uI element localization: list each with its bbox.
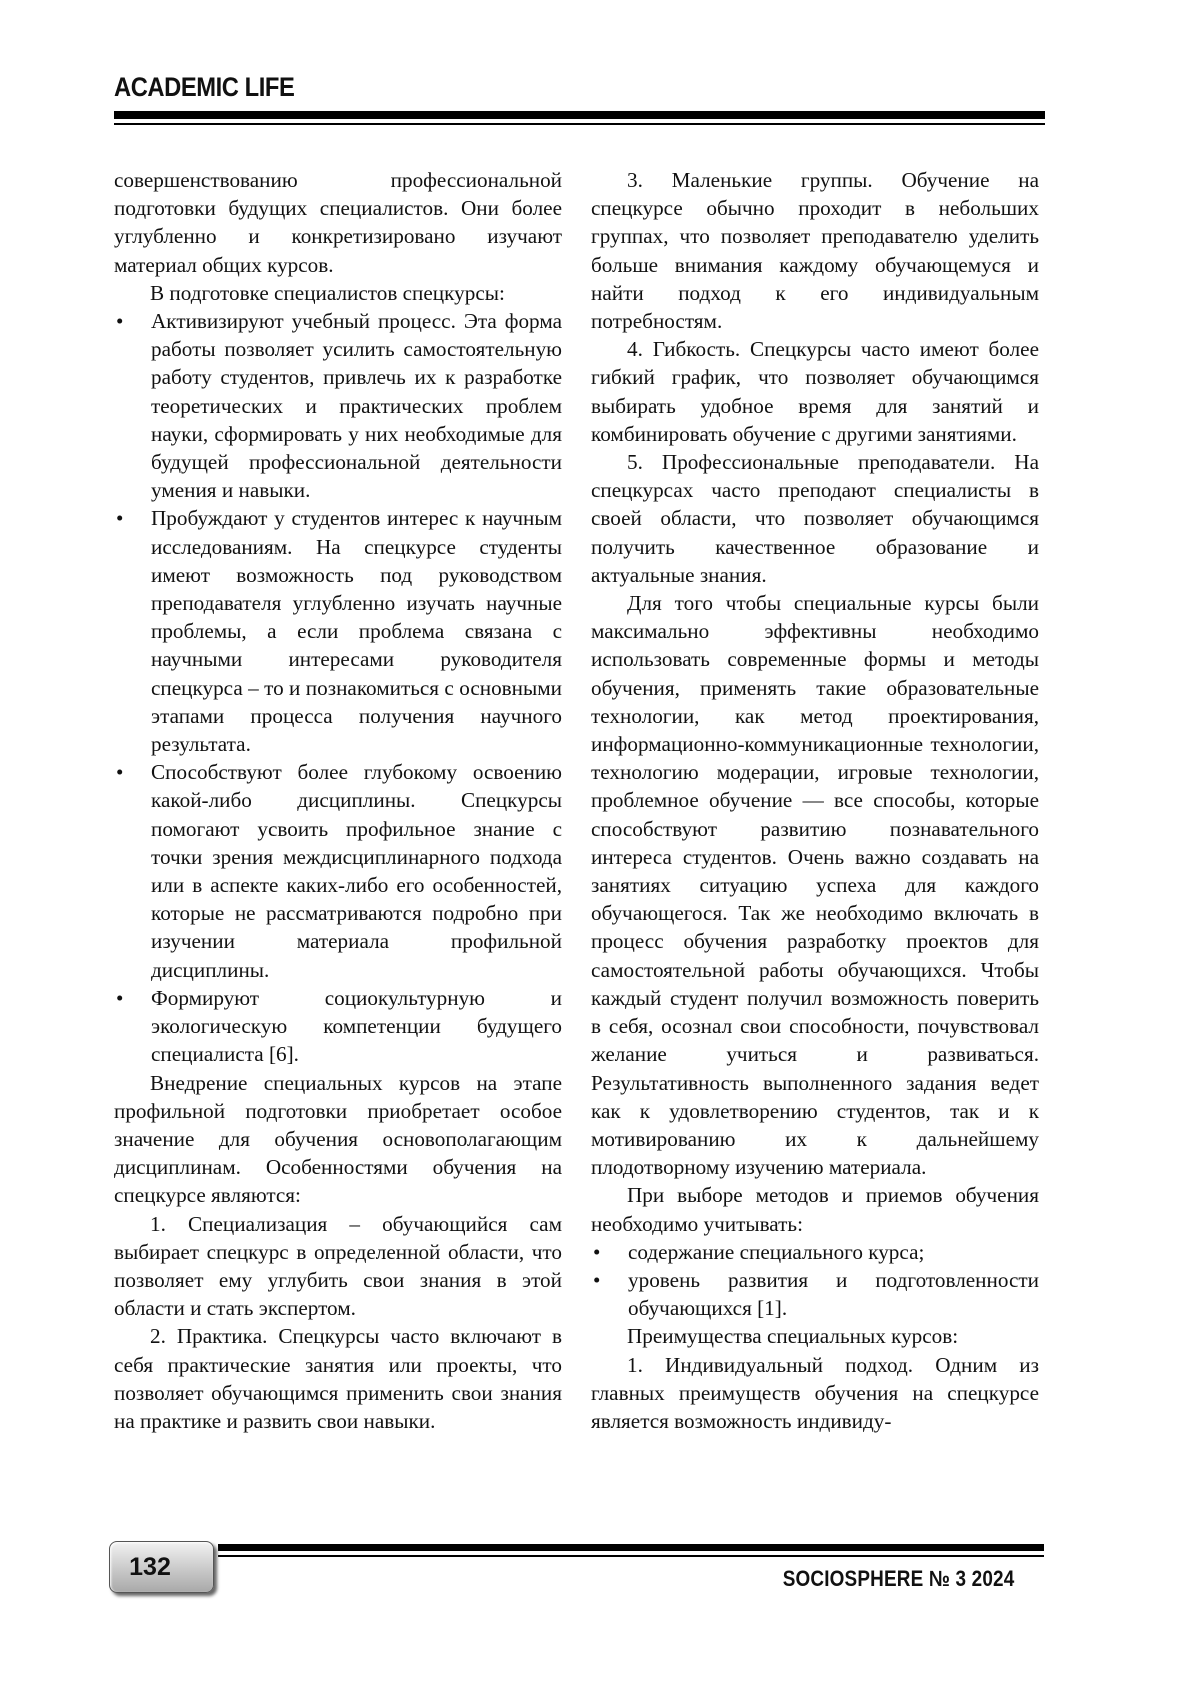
paragraph: 1. Специализация – обучающийся сам выбирает спецкурс в определенной области, что позволяет ему углубить свои знания в этой области и стать экспертом.: [114, 1211, 562, 1321]
paragraph: Внедрение специальных курсов на этапе профильной подготовки приобретает особое значение для обучения основополагающим дисциплинам. Особенностями обучения на спецкурсе являются:: [114, 1070, 562, 1208]
list-item-text: содержание специального курса;: [628, 1239, 925, 1264]
paragraph: В подготовке специалистов спецкурсы:: [150, 280, 505, 305]
journal-name: SOCIOSPHERE № 3 2024: [782, 1566, 1014, 1591]
list-item: [114, 307, 562, 504]
list-item-text: Способствуют более глубокому освоению какой-либо дисциплины. Спецкурсы помогают усвоить профильное знание с точки зрения междисциплинарного подхода или в аспекте каких-либо его особенностей, которые не рассматриваются подробно при изучении материала профильной дисциплины.: [151, 760, 562, 982]
section-title: ACADEMIC LIFE: [114, 72, 295, 102]
bullet-icon: •: [116, 760, 124, 785]
bullet-list: [114, 307, 562, 1068]
paragraph: 5. Профессиональные преподаватели. На спецкурсах часто преподают специалисты в своей области, что позволяет обучающимся получить качественное образование и актуальные знания.: [591, 450, 1039, 587]
page-number-badge: [109, 1541, 214, 1593]
list-item-text: Активизируют учебный процесс. Эта форма работы позволяет усилить самостоятельную работу студентов, привлечь их к разработке теоретических и практических проблем науки, сформировать у них необходимые для будущей профессиональной деятельности умения и навыки.: [151, 309, 562, 503]
bullet-list: [591, 1238, 1039, 1323]
list-item: [114, 984, 562, 1069]
bullet-icon: •: [116, 309, 124, 334]
bullet-icon: •: [116, 506, 124, 531]
list-item: [114, 758, 562, 984]
list-item: [114, 504, 562, 758]
bullet-icon: •: [116, 985, 124, 1010]
header-rule-thin: [114, 123, 1045, 125]
paragraph: Для того чтобы специальные курсы были максимально эффективны необходимо использовать современные формы и методы обучения, применять такие образовательные технологии, как метод проектирования, информационно-коммуникационные технологии, технологию модерации, игровые технологии, проблемное обучение — все способы, которые способствуют развитию познавательного интереса студентов. Очень важно создавать на занятиях ситуацию успеха для каждого обучающегося. Так же необходимо включать в процесс обучения разработку проектов для самостоятельной работы обучающихся. Чтобы каждый студент получил возможность поверить в себя, осознал свои способности, почувствовал желание учиться и развиваться. Результативность выполненного задания ведет как к удовлетворению студентов, так и к мотивированию их к дальнейшему плодотворному изучению материала.: [591, 591, 1039, 1180]
paragraph: 2. Практика. Спецкурсы часто включают в себя практические занятия или проекты, что позволяет обучающимся применить свои знания на практике и развить свои навыки.: [114, 1324, 562, 1433]
header-rule-thick: [114, 111, 1045, 119]
paragraph: Преимущества специальных курсов:: [627, 1324, 959, 1349]
paragraph: При выборе методов и приемов обучения необходимо учитывать:: [591, 1183, 1039, 1236]
footer-rule-thin: [218, 1555, 1044, 1557]
list-item: [591, 1238, 1039, 1266]
page-number: 132: [129, 1553, 171, 1581]
paragraph: 3. Маленькие группы. Обучение на спецкурсе обычно проходит в небольших группах, что позволяет преподавателю уделить больше внимания каждому обучающемуся и найти подход к его индивидуальным потребностям.: [591, 168, 1039, 334]
paragraph: 4. Гибкость. Спецкурсы часто имеют более гибкий график, что позволяет обучающимся выбирать удобное время для занятий и комбинировать обучение с другими занятиями.: [591, 337, 1039, 446]
bullet-icon: •: [593, 1267, 601, 1292]
list-item-text: уровень развития и подготовленности обучающихся [1].: [628, 1267, 1039, 1321]
list-item-text: Формируют социокультурную и экологическую компетенции будущего специалиста [6].: [151, 985, 562, 1067]
paragraph: 1. Индивидуальный подход. Одним из главных преимуществ обучения на спецкурсе является возможность индивиду-: [591, 1352, 1039, 1433]
paragraph: совершенствованию профессиональной подготовки будущих специалистов. Они более углубленно и конкретизировано изучают материал общих курсов.: [114, 168, 562, 277]
list-item: [591, 1266, 1039, 1322]
left-column: [114, 166, 562, 1435]
bullet-icon: •: [593, 1239, 601, 1264]
right-column: [591, 166, 1039, 1435]
list-item-text: Пробуждают у студентов интерес к научным исследованиям. На спецкурсе студенты имеют возможность под руководством преподавателя углубленно изучать научные проблемы, а если проблема связана с научными интересами руководителя спецкурса – то и познакомиться с основными этапами процесса получения научного результата.: [151, 506, 562, 757]
footer-rule-thick: [218, 1544, 1044, 1551]
